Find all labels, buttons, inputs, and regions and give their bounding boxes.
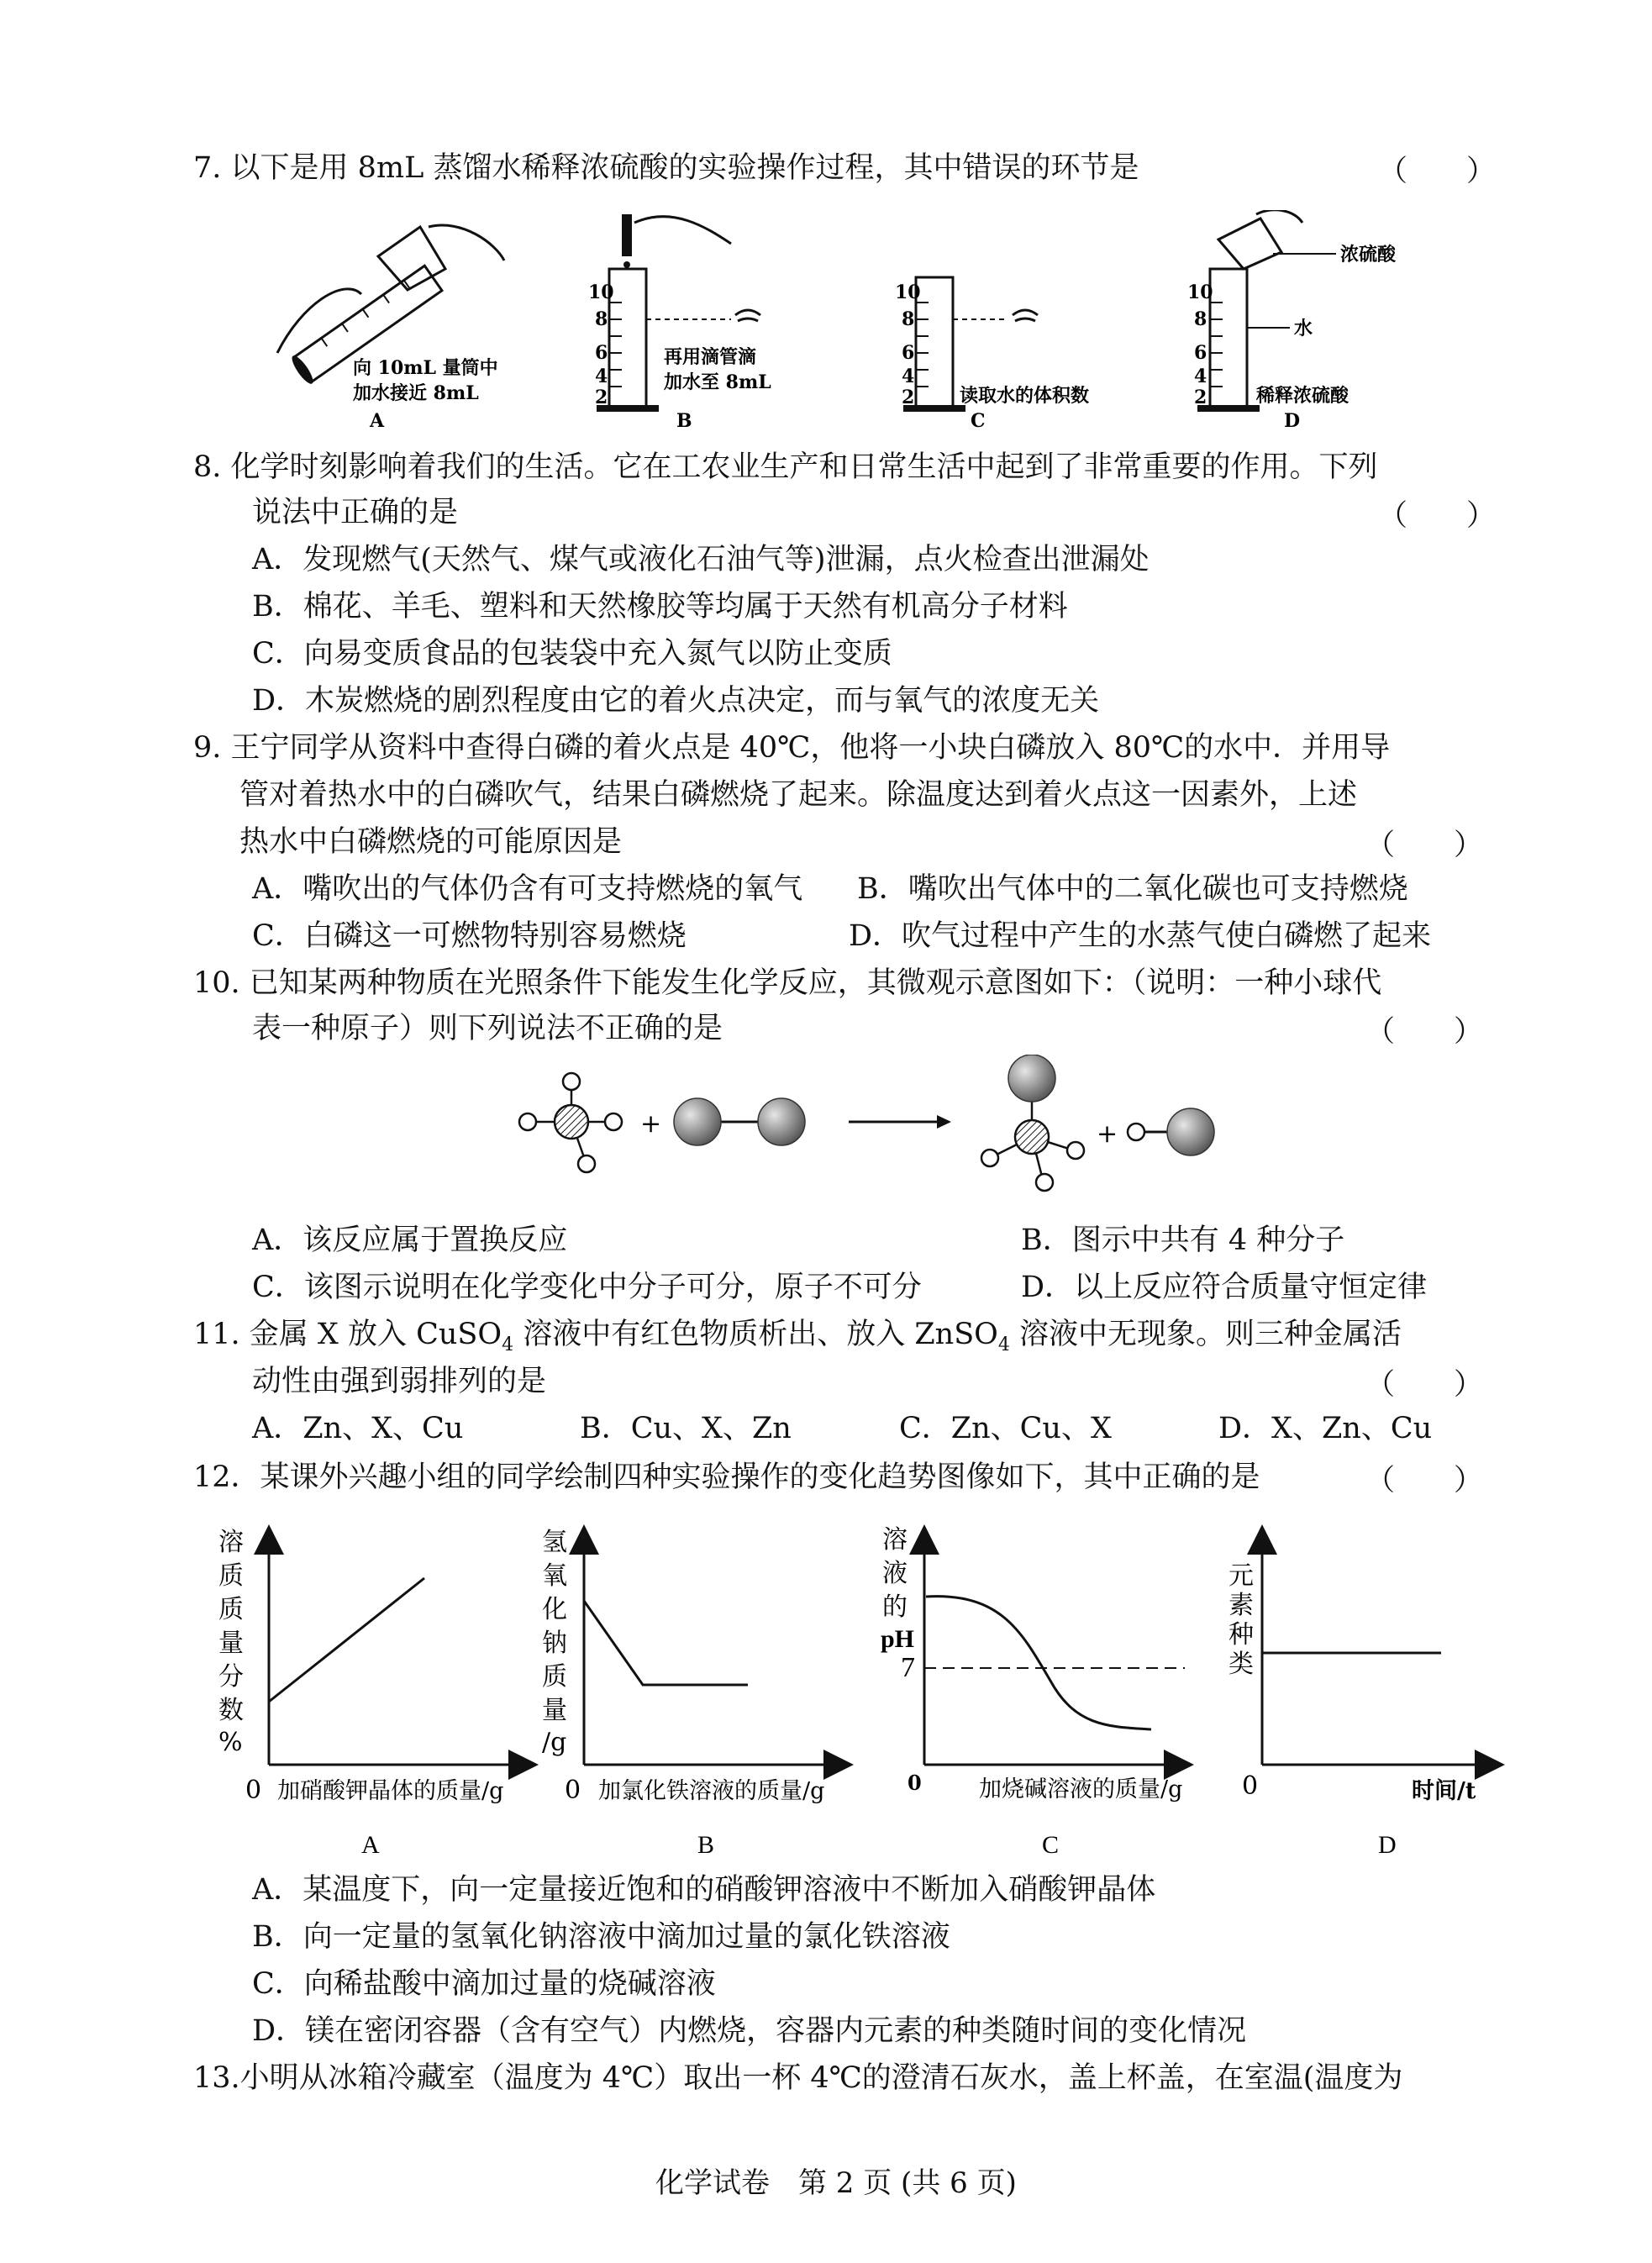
q7-d-tick-2: 2 — [1194, 387, 1207, 408]
q7-figure-a — [277, 225, 504, 429]
q12-c-curve — [926, 1597, 1151, 1729]
q7-c-letter: C — [971, 410, 986, 429]
q11-subscript-1: 4 — [502, 1334, 514, 1355]
q12-a-ylabel-2: 质 — [218, 1561, 244, 1591]
chloromethane-molecule — [981, 1055, 1084, 1191]
q13-stem: 13.小明从冰箱冷藏室（温度为 4℃）取出一杯 4℃的澄清石灰水，盖上杯盖，在室温(温度为 — [193, 2061, 1403, 2095]
q12-c-origin: 0 — [908, 1771, 922, 1795]
q12-c-seven: 7 — [901, 1652, 915, 1683]
q12-d-ylabel-1: 元 — [1228, 1561, 1254, 1591]
q9-option-b: B．嘴吹出气体中的二氧化碳也可支持燃烧 — [857, 872, 1408, 906]
q7-d-letter: D — [1284, 410, 1301, 429]
q12-a-xlabel: 加硝酸钾晶体的质量/g — [277, 1778, 504, 1804]
q12-b-curve — [584, 1601, 748, 1685]
q11-answer-bracket: （ ） — [1365, 1368, 1484, 1402]
q7-b-tick-2: 2 — [595, 387, 608, 408]
q12-graph-d — [1228, 1529, 1500, 1859]
q12-d-caption: D — [1378, 1831, 1397, 1859]
q12-b-ylabel-3: 化 — [542, 1595, 567, 1624]
q7-figure-b — [588, 214, 771, 429]
q7-d-tick-6: 6 — [1194, 342, 1207, 364]
q7-figure-d — [1187, 210, 1397, 429]
q11-stem-line1 — [193, 1314, 1402, 1355]
q12-b-ylabel-1: 氢 — [542, 1528, 567, 1557]
q7-d-tick-10: 10 — [1187, 282, 1213, 303]
q11-option-d: D．X、Zn、Cu — [1218, 1412, 1433, 1445]
q12-b-ylabel-4: 钠 — [542, 1629, 567, 1658]
q12-c-xlabel: 加烧碱溶液的质量/g — [979, 1776, 1183, 1803]
q9-stem-line2: 管对着热水中的白磷吹气，结果白磷燃烧了起来。除温度达到着火点这一因素外，上述 — [239, 778, 1358, 812]
q12-d-xlabel: 时间/t — [1412, 1778, 1476, 1804]
q9-stem-line3: 热水中白磷燃烧的可能原因是 — [239, 825, 623, 859]
q10-stem-line2: 表一种原子）则下列说法不正确的是 — [252, 1012, 723, 1045]
q11-option-b: B．Cu、X、Zn — [580, 1412, 792, 1445]
q11-stem-line2: 动性由强到弱排列的是 — [252, 1365, 547, 1398]
chlorine-molecule — [674, 1098, 805, 1145]
q11-stem-part3: 溶液中无现象。则三种金属活 — [1009, 1318, 1402, 1351]
q12-d-ylabel-2: 素 — [1228, 1591, 1254, 1620]
q10-answer-bracket: （ ） — [1365, 1015, 1484, 1049]
q12-option-d: D．镁在密闭容器（含有空气）内燃烧，容器内元素的种类随时间的变化情况 — [252, 2014, 1247, 2048]
q7-stem: 7. 以下是用 8mL 蒸馏水稀释浓硫酸的实验操作过程，其中错误的环节是 — [193, 151, 1139, 185]
q12-c-ylabel-2: 液 — [882, 1559, 908, 1588]
q12-a-ylabel-7: % — [218, 1728, 243, 1757]
q8-option-c: C．向易变质食品的包装袋中充入氮气以防止变质 — [252, 637, 892, 671]
q11-option-a: A．Zn、X、Cu — [252, 1412, 464, 1445]
q12-a-origin: 0 — [245, 1776, 262, 1805]
q7-c-text: 读取水的体积数 — [960, 385, 1090, 407]
hydrogen-chloride-molecule — [1128, 1108, 1214, 1155]
q9-answer-bracket: （ ） — [1365, 829, 1484, 862]
q10-option-d: D．以上反应符合质量守恒定律 — [1021, 1271, 1428, 1304]
q7-c-tick-10: 10 — [895, 282, 921, 303]
q7-d-tick-8: 8 — [1194, 308, 1207, 330]
q12-a-ylabel-5: 分 — [218, 1662, 244, 1692]
q7-d-acid-label: 浓硫酸 — [1340, 244, 1397, 266]
q12-d-ylabel-3: 种 — [1228, 1620, 1254, 1650]
q10-option-b: B．图示中共有 4 种分子 — [1021, 1224, 1345, 1257]
q12-b-ylabel-2: 氧 — [542, 1561, 567, 1591]
q8-option-a: A．发现燃气(天然气、煤气或液化石油气等)泄漏，点火检查出泄漏处 — [252, 543, 1150, 576]
q12-d-ylabel-4: 类 — [1228, 1650, 1254, 1679]
q10-option-c: C．该图示说明在化学变化中分子可分，原子不可分 — [252, 1271, 922, 1304]
eye-icon — [1013, 310, 1038, 321]
q10-reaction-diagram — [504, 1055, 1260, 1248]
q7-answer-bracket: （ ） — [1378, 155, 1497, 188]
q12-answer-bracket: （ ） — [1365, 1464, 1484, 1497]
q7-figure-c — [895, 277, 1089, 429]
page-footer: 化学试卷 第 2 页 (共 6 页) — [655, 2166, 1017, 2200]
q12-a-ylabel-4: 量 — [218, 1629, 244, 1658]
q7-a-text2: 加水接近 8mL — [353, 382, 479, 404]
q12-graphs — [202, 1513, 1513, 1866]
q9-option-c: C．白磷这一可燃物特别容易燃烧 — [252, 919, 687, 953]
q12-c-ylabel-4: pH — [881, 1625, 915, 1653]
q12-graph-a — [218, 1528, 534, 1859]
q7-b-tick-8: 8 — [595, 308, 608, 330]
q10-plus-1: + — [640, 1109, 662, 1139]
q12-option-a: A．某温度下，向一定量接近饱和的硝酸钾溶液中不断加入硝酸钾晶体 — [252, 1873, 1156, 1907]
q8-stem-line1: 8. 化学时刻影响着我们的生活。它在工农业生产和日常生活中起到了非常重要的作用。下列 — [193, 450, 1378, 484]
q12-a-caption: A — [361, 1831, 380, 1859]
q7-d-tick-4: 4 — [1194, 366, 1207, 387]
q12-b-caption: B — [697, 1831, 715, 1859]
q7-experiment-figures — [252, 210, 1513, 429]
q7-c-tick-4: 4 — [902, 366, 915, 387]
q12-option-b: B．向一定量的氢氧化钠溶液中滴加过量的氯化铁溶液 — [252, 1920, 950, 1954]
q10-plus-2: + — [1097, 1119, 1118, 1149]
q8-stem-line2: 说法中正确的是 — [252, 496, 459, 529]
q12-a-curve — [269, 1578, 424, 1702]
q7-a-text1: 向 10mL 量筒中 — [353, 357, 498, 379]
q7-a-letter: A — [370, 410, 385, 429]
q11-stem-part2: 溶液中有红色物质析出、放入 ZnSO — [513, 1318, 998, 1351]
q12-a-ylabel-3: 质 — [218, 1595, 244, 1624]
q8-option-d: D．木炭燃烧的剧烈程度由它的着火点决定，而与氧气的浓度无关 — [252, 684, 1100, 718]
q8-option-b: B．棉花、羊毛、塑料和天然橡胶等均属于天然有机高分子材料 — [252, 590, 1068, 624]
q12-c-ylabel-3: 的 — [882, 1592, 908, 1622]
q12-stem: 12．某课外兴趣小组的同学绘制四种实验操作的变化趋势图像如下，其中正确的是 — [193, 1460, 1260, 1494]
q7-b-text1: 再用滴管滴 — [664, 346, 757, 368]
reaction-arrow-icon — [849, 1115, 951, 1129]
q9-stem-line1: 9. 王宁同学从资料中查得白磷的着火点是 40℃，他将一小块白磷放入 80℃的水中．并用导 — [193, 731, 1391, 765]
methane-molecule — [519, 1073, 622, 1172]
q12-b-ylabel-6: 量 — [542, 1696, 567, 1725]
q12-a-ylabel-1: 溶 — [218, 1528, 244, 1557]
q7-c-tick-8: 8 — [902, 308, 915, 330]
q12-option-c: C．向稀盐酸中滴加过量的烧碱溶液 — [252, 1967, 716, 2001]
eye-icon — [735, 310, 760, 321]
q9-option-d: D．吹气过程中产生的水蒸气使白磷燃了起来 — [849, 919, 1432, 953]
q7-c-tick-6: 6 — [902, 342, 915, 364]
q10-stem-line1: 10. 已知某两种物质在光照条件下能发生化学反应，其微观示意图如下：（说明：一种小球代 — [193, 966, 1382, 1000]
q7-b-tick-10: 10 — [588, 282, 614, 303]
q8-answer-bracket: （ ） — [1378, 499, 1497, 533]
q7-b-tick-6: 6 — [595, 342, 608, 364]
q11-subscript-2: 4 — [997, 1334, 1010, 1355]
q7-b-letter: B — [676, 410, 692, 429]
q10-option-a: A．该反应属于置换反应 — [252, 1224, 568, 1257]
q12-c-ylabel-1: 溶 — [882, 1525, 908, 1555]
q12-b-ylabel-7: /g — [542, 1728, 567, 1757]
q12-b-xlabel: 加氯化铁溶液的质量/g — [598, 1778, 825, 1804]
q12-graph-b — [542, 1528, 849, 1859]
q11-stem-part1: 11. 金属 X 放入 CuSO — [193, 1318, 502, 1351]
q9-option-a: A．嘴吹出的气体仍含有可支持燃烧的氧气 — [252, 872, 803, 906]
q12-b-ylabel-5: 质 — [542, 1662, 567, 1692]
q11-option-c: C．Zn、Cu、X — [899, 1412, 1112, 1445]
q12-b-origin: 0 — [565, 1776, 581, 1805]
q12-c-caption: C — [1042, 1831, 1060, 1859]
q7-d-water-label: 水 — [1294, 318, 1313, 339]
q7-d-text: 稀释浓硫酸 — [1256, 385, 1349, 407]
q7-b-tick-4: 4 — [595, 366, 608, 387]
q12-graph-c — [881, 1525, 1189, 1859]
q12-d-origin: 0 — [1242, 1771, 1259, 1801]
q7-c-tick-2: 2 — [902, 387, 915, 408]
q12-a-ylabel-6: 数 — [218, 1696, 244, 1725]
q7-b-text2: 加水至 8mL — [664, 371, 771, 393]
